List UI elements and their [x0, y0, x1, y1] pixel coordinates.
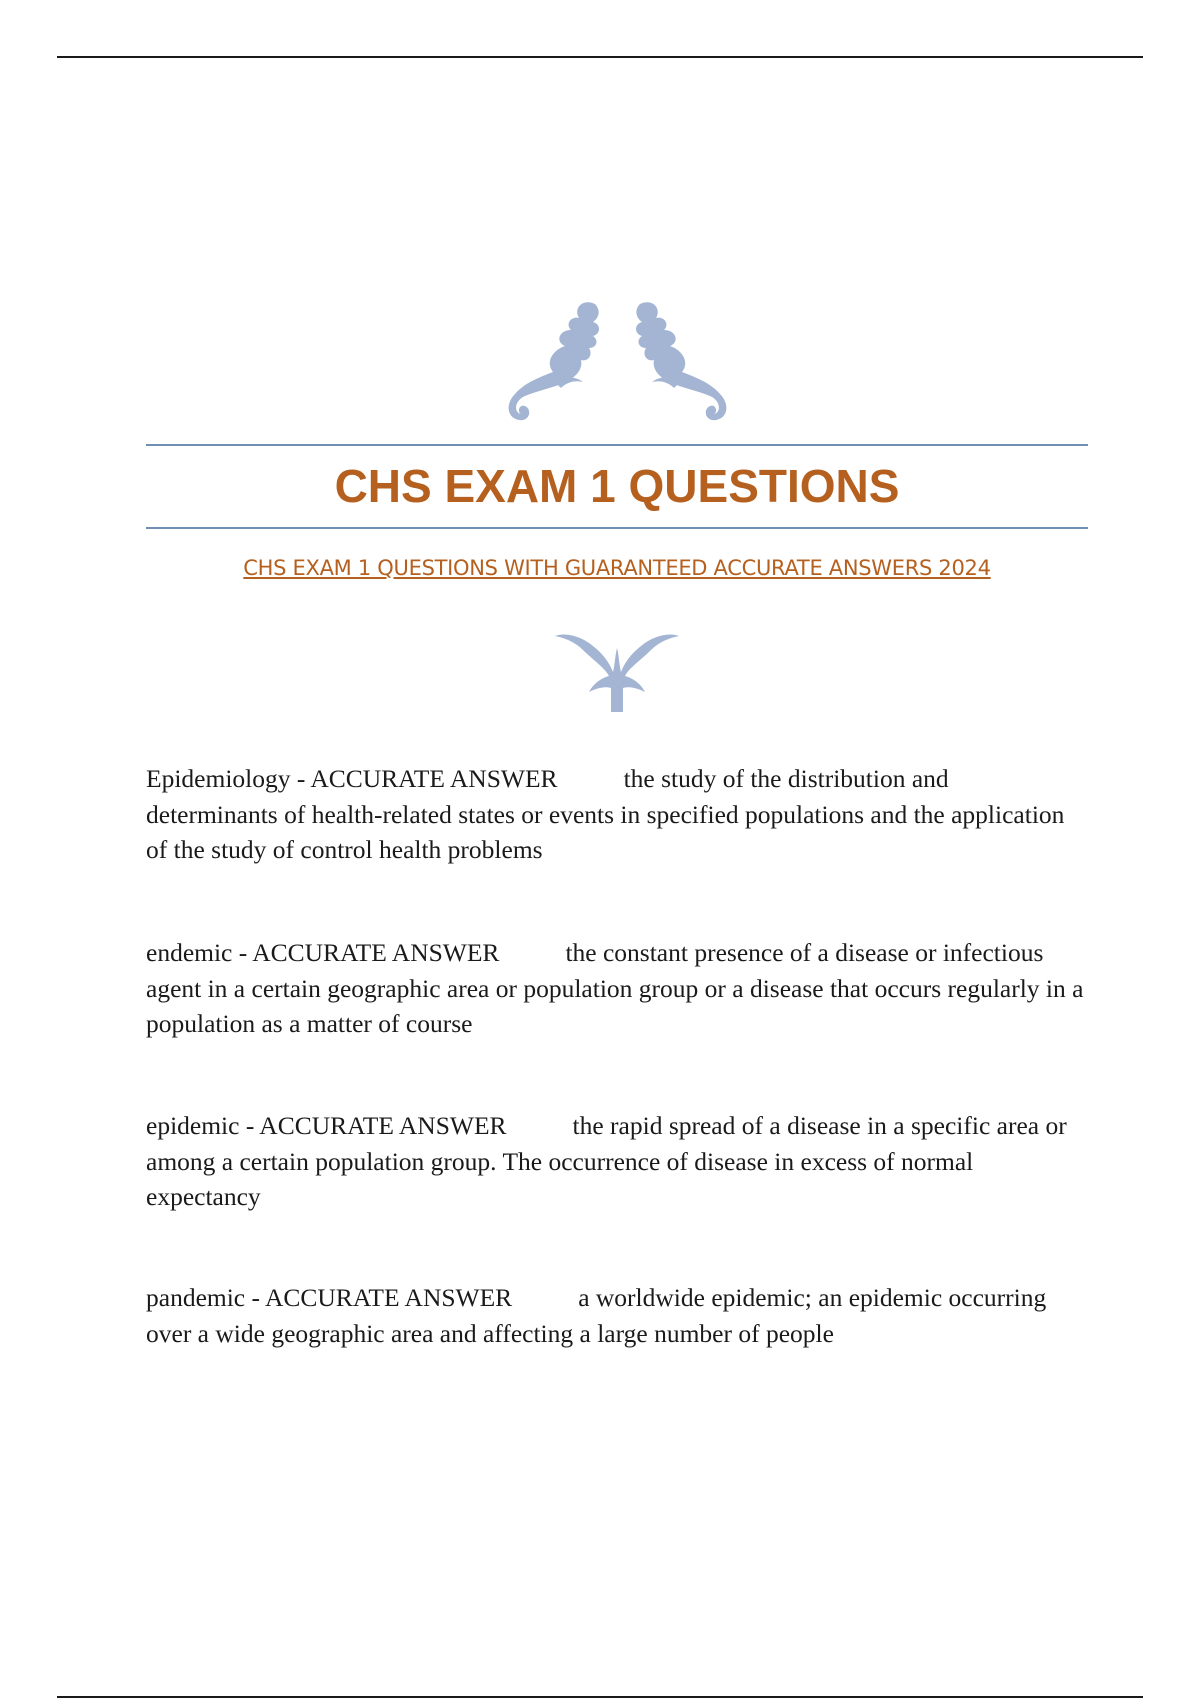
entry-definition: the rapid spread of a disease in a specific area or among a certain population group. The occurrence of disease in excess of normal expectancy [146, 1111, 1067, 1211]
entry-definition: a worldwide epidemic; an epidemic occurring over a wide geographic area and affecting a large number of people [146, 1283, 1047, 1348]
fleuron-ornament-icon [553, 632, 681, 714]
entry-term: epidemic - ACCURATE ANSWER [146, 1111, 507, 1140]
entry-term: pandemic - ACCURATE ANSWER [146, 1283, 513, 1312]
flashcard-entry [146, 761, 1086, 868]
top-page-rule [57, 56, 1143, 58]
floral-ornament-icon [495, 296, 740, 426]
bottom-page-rule [57, 1696, 1143, 1698]
flashcard-entry [146, 1280, 1086, 1351]
flashcard-entry [146, 935, 1086, 1042]
entry-definition: the study of the distribution and determinants of health-related states or events in specified populations and the application of the study of control health problems [146, 764, 1065, 864]
flashcard-entry [146, 1108, 1086, 1215]
entry-definition: the constant presence of a disease or infectious agent in a certain geographic area or population group or a disease that occurs regularly in a population as a matter of course [146, 938, 1084, 1038]
entry-term: endemic - ACCURATE ANSWER [146, 938, 500, 967]
entry-term: Epidemiology - ACCURATE ANSWER [146, 764, 558, 793]
document-title: CHS EXAM 1 QUESTIONS [334, 460, 900, 512]
title-rule-top [146, 444, 1088, 446]
document-subtitle: CHS EXAM 1 QUESTIONS WITH GUARANTEED ACCURATE ANSWERS 2024 [243, 556, 991, 580]
title-rule-bottom [146, 527, 1088, 529]
